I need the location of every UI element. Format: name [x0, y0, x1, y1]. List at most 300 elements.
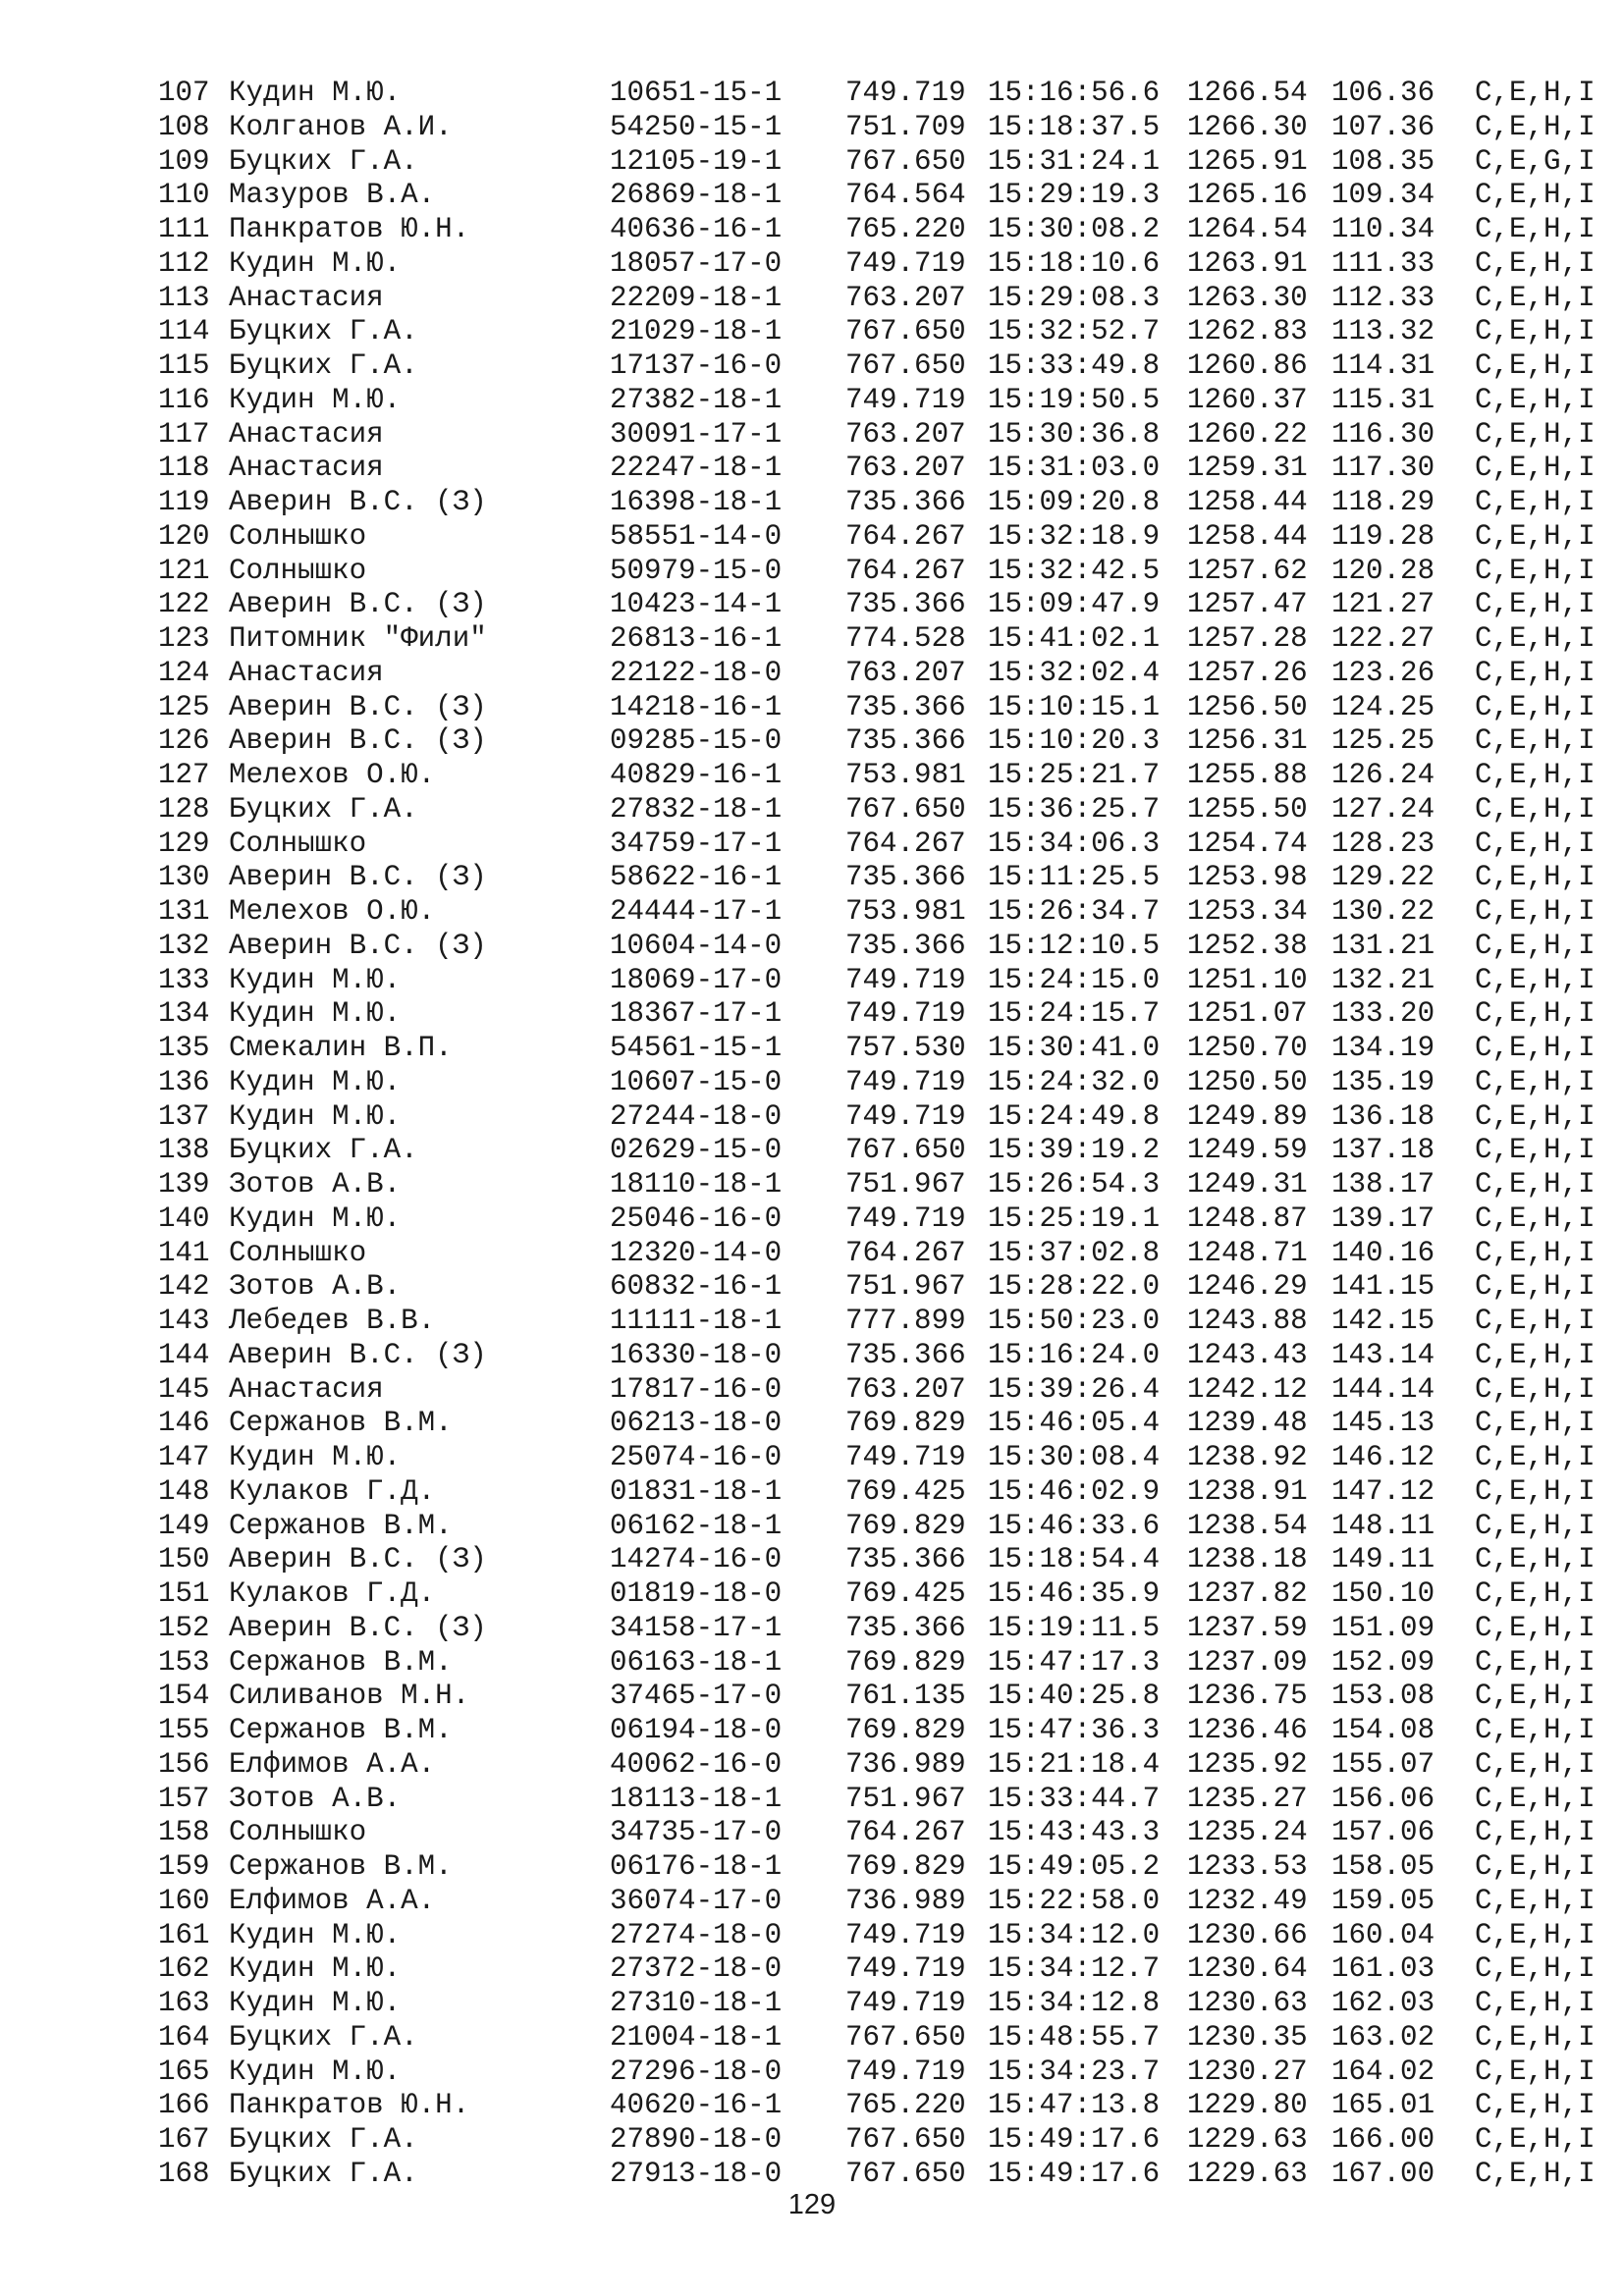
fancier-name-cell: Зотов А.В. [229, 1168, 402, 1201]
speed-cell: 1230.63 [1187, 1987, 1308, 2019]
ring-number-cell: 12105-19-1 [610, 144, 783, 178]
arrival-time-cell: 15:24:15.7 [988, 997, 1161, 1031]
table-row [158, 384, 1601, 418]
fancier-name-cell: Питомник "Фили" [229, 622, 487, 655]
rank-cell: 124 [158, 656, 210, 689]
distance-cell: 764.267 [845, 1816, 966, 1849]
speed-cell: 1237.82 [1187, 1577, 1308, 1610]
table-row [158, 349, 1601, 384]
coefficient-cell: 146.12 [1331, 1441, 1435, 1473]
table-row [158, 1952, 1601, 1987]
fancier-name-cell: Солнышко [229, 1816, 367, 1849]
coefficient-cell: 161.03 [1331, 1952, 1435, 1986]
flags-cell: C,E,H,I [1475, 1134, 1596, 1167]
distance-cell: 749.719 [845, 1201, 966, 1235]
table-row [158, 657, 1601, 691]
coefficient-cell: 113.32 [1331, 315, 1435, 348]
speed-cell: 1237.59 [1187, 1611, 1308, 1644]
fancier-name-cell: Сержанов В.М. [229, 1509, 453, 1542]
fancier-name-cell: Буцких Г.А. [229, 315, 418, 348]
distance-cell: 764.267 [845, 827, 966, 860]
rank-cell: 163 [158, 1987, 210, 2019]
fancier-name-cell: Буцких Г.А. [229, 349, 418, 382]
ring-number-cell: 60832-16-1 [610, 1270, 783, 1304]
table-row [158, 452, 1601, 486]
fancier-name-cell: Кудин М.Ю. [229, 1065, 402, 1098]
flags-cell: C,E,H,I [1475, 213, 1596, 245]
fancier-name-cell: Солнышко [229, 554, 367, 587]
flags-cell: C,E,H,I [1475, 1338, 1596, 1371]
speed-cell: 1266.54 [1187, 77, 1308, 109]
distance-cell: 769.829 [845, 1850, 966, 1883]
fancier-name-cell: Аверин В.С. (З) [229, 1611, 487, 1644]
speed-cell: 1248.71 [1187, 1236, 1308, 1269]
speed-cell: 1259.31 [1187, 452, 1308, 485]
fancier-name-cell: Кудин М.Ю. [229, 77, 402, 109]
rank-cell: 120 [158, 519, 210, 553]
distance-cell: 763.207 [845, 656, 966, 689]
distance-cell: 753.981 [845, 759, 966, 791]
rank-cell: 110 [158, 179, 210, 212]
ring-number-cell: 25074-16-0 [610, 1441, 783, 1473]
flags-cell: C,E,H,I [1475, 1270, 1596, 1304]
distance-cell: 765.220 [845, 213, 966, 245]
ring-number-cell: 18110-18-1 [610, 1168, 783, 1201]
coefficient-cell: 109.34 [1331, 179, 1435, 212]
arrival-time-cell: 15:32:02.4 [988, 656, 1161, 689]
flags-cell: C,E,H,I [1475, 656, 1596, 689]
distance-cell: 763.207 [845, 281, 966, 314]
arrival-time-cell: 15:34:06.3 [988, 827, 1161, 860]
coefficient-cell: 134.19 [1331, 1032, 1435, 1064]
rank-cell: 112 [158, 246, 210, 280]
speed-cell: 1250.50 [1187, 1065, 1308, 1098]
rank-cell: 141 [158, 1236, 210, 1269]
ring-number-cell: 10651-15-1 [610, 77, 783, 109]
ring-number-cell: 37465-17-0 [610, 1680, 783, 1713]
speed-cell: 1230.66 [1187, 1918, 1308, 1951]
fancier-name-cell: Буцких Г.А. [229, 2123, 418, 2156]
arrival-time-cell: 15:33:49.8 [988, 349, 1161, 382]
distance-cell: 769.425 [845, 1577, 966, 1610]
distance-cell: 765.220 [845, 2089, 966, 2122]
coefficient-cell: 126.24 [1331, 759, 1435, 791]
distance-cell: 735.366 [845, 1338, 966, 1371]
arrival-time-cell: 15:22:58.0 [988, 1884, 1161, 1917]
coefficient-cell: 130.22 [1331, 895, 1435, 928]
rank-cell: 165 [158, 2055, 210, 2088]
distance-cell: 735.366 [845, 929, 966, 962]
rank-cell: 151 [158, 1577, 210, 1610]
table-row [158, 213, 1601, 247]
fancier-name-cell: Анастасия [229, 452, 384, 485]
arrival-time-cell: 15:24:49.8 [988, 1099, 1161, 1133]
table-row [158, 282, 1601, 316]
arrival-time-cell: 15:28:22.0 [988, 1270, 1161, 1304]
speed-cell: 1251.07 [1187, 997, 1308, 1031]
table-row [158, 997, 1601, 1032]
coefficient-cell: 128.23 [1331, 827, 1435, 860]
distance-cell: 749.719 [845, 1065, 966, 1098]
flags-cell: C,E,H,I [1475, 759, 1596, 791]
speed-cell: 1257.26 [1187, 656, 1308, 689]
rank-cell: 155 [158, 1714, 210, 1746]
speed-cell: 1237.09 [1187, 1645, 1308, 1679]
distance-cell: 751.967 [845, 1270, 966, 1304]
rank-cell: 152 [158, 1611, 210, 1644]
rank-cell: 166 [158, 2089, 210, 2122]
table-row [158, 1850, 1601, 1885]
flags-cell: C,E,H,I [1475, 724, 1596, 758]
rank-cell: 136 [158, 1065, 210, 1098]
rank-cell: 139 [158, 1168, 210, 1201]
ring-number-cell: 27890-18-0 [610, 2123, 783, 2156]
rank-cell: 123 [158, 622, 210, 655]
fancier-name-cell: Анастасия [229, 417, 384, 451]
flags-cell: C,E,H,I [1475, 1441, 1596, 1473]
rank-cell: 131 [158, 895, 210, 928]
distance-cell: 757.530 [845, 1032, 966, 1064]
flags-cell: C,E,H,I [1475, 315, 1596, 348]
distance-cell: 769.829 [845, 1509, 966, 1542]
distance-cell: 735.366 [845, 861, 966, 894]
fancier-name-cell: Аверин В.С. (З) [229, 929, 487, 962]
arrival-time-cell: 15:46:33.6 [988, 1509, 1161, 1542]
ring-number-cell: 09285-15-0 [610, 724, 783, 758]
fancier-name-cell: Силиванов М.Н. [229, 1680, 470, 1713]
rank-cell: 125 [158, 690, 210, 723]
fancier-name-cell: Буцких Г.А. [229, 144, 418, 178]
speed-cell: 1258.44 [1187, 519, 1308, 553]
table-row [158, 1919, 1601, 1953]
speed-cell: 1256.50 [1187, 690, 1308, 723]
distance-cell: 749.719 [845, 997, 966, 1031]
rank-cell: 150 [158, 1543, 210, 1576]
table-row [158, 895, 1601, 930]
ring-number-cell: 27274-18-0 [610, 1918, 783, 1951]
ring-number-cell: 58622-16-1 [610, 861, 783, 894]
arrival-time-cell: 15:10:15.1 [988, 690, 1161, 723]
fancier-name-cell: Елфимов А.А. [229, 1884, 436, 1917]
coefficient-cell: 144.14 [1331, 1372, 1435, 1406]
ring-number-cell: 21004-18-1 [610, 2020, 783, 2054]
distance-cell: 767.650 [845, 315, 966, 348]
fancier-name-cell: Кудин М.Ю. [229, 246, 402, 280]
fancier-name-cell: Лебедев В.В. [229, 1305, 436, 1337]
table-row [158, 1441, 1601, 1475]
arrival-time-cell: 15:21:18.4 [988, 1747, 1161, 1781]
table-row [158, 1714, 1601, 1748]
flags-cell: C,E,H,I [1475, 929, 1596, 962]
arrival-time-cell: 15:29:08.3 [988, 281, 1161, 314]
distance-cell: 767.650 [845, 1134, 966, 1167]
speed-cell: 1246.29 [1187, 1270, 1308, 1304]
distance-cell: 764.267 [845, 519, 966, 553]
distance-cell: 751.709 [845, 110, 966, 143]
distance-cell: 767.650 [845, 2157, 966, 2190]
ring-number-cell: 36074-17-0 [610, 1884, 783, 1917]
arrival-time-cell: 15:47:17.3 [988, 1645, 1161, 1679]
speed-cell: 1229.63 [1187, 2123, 1308, 2156]
arrival-time-cell: 15:40:25.8 [988, 1680, 1161, 1713]
ring-number-cell: 11111-18-1 [610, 1305, 783, 1337]
distance-cell: 764.564 [845, 179, 966, 212]
coefficient-cell: 106.36 [1331, 77, 1435, 109]
fancier-name-cell: Кудин М.Ю. [229, 1952, 402, 1986]
table-row [158, 1577, 1601, 1612]
flags-cell: C,E,H,I [1475, 1474, 1596, 1508]
speed-cell: 1242.12 [1187, 1372, 1308, 1406]
rank-cell: 135 [158, 1032, 210, 1064]
coefficient-cell: 133.20 [1331, 997, 1435, 1031]
distance-cell: 769.829 [845, 1714, 966, 1746]
table-row [158, 77, 1601, 111]
speed-cell: 1229.80 [1187, 2089, 1308, 2122]
fancier-name-cell: Сержанов В.М. [229, 1850, 453, 1883]
coefficient-cell: 164.02 [1331, 2055, 1435, 2088]
distance-cell: 749.719 [845, 1441, 966, 1473]
flags-cell: C,E,H,I [1475, 554, 1596, 587]
ring-number-cell: 40062-16-0 [610, 1747, 783, 1781]
coefficient-cell: 141.15 [1331, 1270, 1435, 1304]
coefficient-cell: 115.31 [1331, 383, 1435, 416]
coefficient-cell: 137.18 [1331, 1134, 1435, 1167]
ring-number-cell: 14274-16-0 [610, 1543, 783, 1576]
arrival-time-cell: 15:30:41.0 [988, 1032, 1161, 1064]
ring-number-cell: 06194-18-0 [610, 1714, 783, 1746]
ring-number-cell: 18367-17-1 [610, 997, 783, 1031]
ring-number-cell: 22122-18-0 [610, 656, 783, 689]
speed-cell: 1251.10 [1187, 963, 1308, 996]
rank-cell: 127 [158, 759, 210, 791]
speed-cell: 1236.75 [1187, 1680, 1308, 1713]
distance-cell: 767.650 [845, 2020, 966, 2054]
coefficient-cell: 127.24 [1331, 792, 1435, 826]
flags-cell: C,E,H,I [1475, 1236, 1596, 1269]
fancier-name-cell: Зотов А.В. [229, 1782, 402, 1815]
coefficient-cell: 111.33 [1331, 246, 1435, 280]
table-row [158, 759, 1601, 793]
arrival-time-cell: 15:39:19.2 [988, 1134, 1161, 1167]
fancier-name-cell: Панкратов Ю.Н. [229, 213, 470, 245]
distance-cell: 764.267 [845, 554, 966, 587]
coefficient-cell: 151.09 [1331, 1611, 1435, 1644]
arrival-time-cell: 15:47:36.3 [988, 1714, 1161, 1746]
flags-cell: C,E,H,I [1475, 383, 1596, 416]
coefficient-cell: 129.22 [1331, 861, 1435, 894]
coefficient-cell: 154.08 [1331, 1714, 1435, 1746]
fancier-name-cell: Кудин М.Ю. [229, 1987, 402, 2019]
flags-cell: C,E,H,I [1475, 622, 1596, 655]
rank-cell: 116 [158, 383, 210, 416]
table-row [158, 1270, 1601, 1305]
speed-cell: 1230.35 [1187, 2020, 1308, 2054]
rank-cell: 149 [158, 1509, 210, 1542]
speed-cell: 1266.30 [1187, 110, 1308, 143]
arrival-time-cell: 15:11:25.5 [988, 861, 1161, 894]
table-row [158, 691, 1601, 725]
fancier-name-cell: Колганов А.И. [229, 110, 453, 143]
distance-cell: 777.899 [845, 1305, 966, 1337]
speed-cell: 1252.38 [1187, 929, 1308, 962]
speed-cell: 1239.48 [1187, 1407, 1308, 1440]
table-row [158, 1100, 1601, 1135]
fancier-name-cell: Буцких Г.А. [229, 792, 418, 826]
fancier-name-cell: Солнышко [229, 519, 367, 553]
speed-cell: 1253.34 [1187, 895, 1308, 928]
coefficient-cell: 153.08 [1331, 1680, 1435, 1713]
rank-cell: 108 [158, 110, 210, 143]
rank-cell: 168 [158, 2157, 210, 2190]
distance-cell: 751.967 [845, 1168, 966, 1201]
speed-cell: 1232.49 [1187, 1884, 1308, 1917]
distance-cell: 749.719 [845, 1952, 966, 1986]
ring-number-cell: 54561-15-1 [610, 1032, 783, 1064]
fancier-name-cell: Мелехов О.Ю. [229, 759, 436, 791]
coefficient-cell: 155.07 [1331, 1747, 1435, 1781]
speed-cell: 1255.50 [1187, 792, 1308, 826]
coefficient-cell: 135.19 [1331, 1065, 1435, 1098]
ring-number-cell: 18057-17-0 [610, 246, 783, 280]
fancier-name-cell: Буцких Г.А. [229, 1134, 418, 1167]
speed-cell: 1258.44 [1187, 486, 1308, 518]
distance-cell: 763.207 [845, 417, 966, 451]
fancier-name-cell: Кулаков Г.Д. [229, 1577, 436, 1610]
table-row [158, 1202, 1601, 1237]
rank-cell: 160 [158, 1884, 210, 1917]
arrival-time-cell: 15:48:55.7 [988, 2020, 1161, 2054]
rank-cell: 143 [158, 1305, 210, 1337]
table-row [158, 1783, 1601, 1817]
flags-cell: C,E,H,I [1475, 1782, 1596, 1815]
coefficient-cell: 149.11 [1331, 1543, 1435, 1576]
ring-number-cell: 40829-16-1 [610, 759, 783, 791]
distance-cell: 749.719 [845, 1987, 966, 2019]
ring-number-cell: 34735-17-0 [610, 1816, 783, 1849]
flags-cell: C,E,H,I [1475, 1407, 1596, 1440]
flags-cell: C,E,H,I [1475, 792, 1596, 826]
speed-cell: 1263.30 [1187, 281, 1308, 314]
ring-number-cell: 27832-18-1 [610, 792, 783, 826]
arrival-time-cell: 15:49:17.6 [988, 2123, 1161, 2156]
rank-cell: 115 [158, 349, 210, 382]
fancier-name-cell: Солнышко [229, 827, 367, 860]
arrival-time-cell: 15:25:21.7 [988, 759, 1161, 791]
rank-cell: 118 [158, 452, 210, 485]
arrival-time-cell: 15:34:12.0 [988, 1918, 1161, 1951]
table-row [158, 520, 1601, 555]
fancier-name-cell: Кудин М.Ю. [229, 2055, 402, 2088]
distance-cell: 764.267 [845, 1236, 966, 1269]
rank-cell: 132 [158, 929, 210, 962]
flags-cell: C,E,H,I [1475, 1577, 1596, 1610]
ring-number-cell: 40636-16-1 [610, 213, 783, 245]
ring-number-cell: 06213-18-0 [610, 1407, 783, 1440]
arrival-time-cell: 15:19:11.5 [988, 1611, 1161, 1644]
fancier-name-cell: Сержанов В.М. [229, 1407, 453, 1440]
arrival-time-cell: 15:18:10.6 [988, 246, 1161, 280]
speed-cell: 1229.63 [1187, 2157, 1308, 2190]
table-row [158, 1475, 1601, 1510]
fancier-name-cell: Зотов А.В. [229, 1270, 402, 1304]
ring-number-cell: 50979-15-0 [610, 554, 783, 587]
rank-cell: 109 [158, 144, 210, 178]
coefficient-cell: 122.27 [1331, 622, 1435, 655]
ring-number-cell: 27310-18-1 [610, 1987, 783, 2019]
fancier-name-cell: Кудин М.Ю. [229, 1918, 402, 1951]
ring-number-cell: 01831-18-1 [610, 1474, 783, 1508]
arrival-time-cell: 15:41:02.1 [988, 622, 1161, 655]
distance-cell: 749.719 [845, 1099, 966, 1133]
fancier-name-cell: Кудин М.Ю. [229, 1201, 402, 1235]
coefficient-cell: 158.05 [1331, 1850, 1435, 1883]
ring-number-cell: 22247-18-1 [610, 452, 783, 485]
table-row [158, 1543, 1601, 1577]
rank-cell: 119 [158, 486, 210, 518]
rank-cell: 146 [158, 1407, 210, 1440]
flags-cell: C,E,H,I [1475, 690, 1596, 723]
rank-cell: 162 [158, 1952, 210, 1986]
distance-cell: 735.366 [845, 588, 966, 621]
distance-cell: 749.719 [845, 963, 966, 996]
arrival-time-cell: 15:25:19.1 [988, 1201, 1161, 1235]
table-row [158, 1237, 1601, 1271]
rank-cell: 107 [158, 77, 210, 109]
arrival-time-cell: 15:36:25.7 [988, 792, 1161, 826]
table-row [158, 1305, 1601, 1339]
fancier-name-cell: Анастасия [229, 656, 384, 689]
ring-number-cell: 27382-18-1 [610, 383, 783, 416]
rank-cell: 167 [158, 2123, 210, 2156]
speed-cell: 1265.16 [1187, 179, 1308, 212]
speed-cell: 1257.47 [1187, 588, 1308, 621]
speed-cell: 1256.31 [1187, 724, 1308, 758]
speed-cell: 1243.43 [1187, 1338, 1308, 1371]
distance-cell: 736.989 [845, 1747, 966, 1781]
speed-cell: 1250.70 [1187, 1032, 1308, 1064]
coefficient-cell: 143.14 [1331, 1338, 1435, 1371]
flags-cell: C,E,H,I [1475, 1372, 1596, 1406]
arrival-time-cell: 15:16:56.6 [988, 77, 1161, 109]
speed-cell: 1255.88 [1187, 759, 1308, 791]
table-row [158, 2056, 1601, 2090]
coefficient-cell: 150.10 [1331, 1577, 1435, 1610]
fancier-name-cell: Кудин М.Ю. [229, 1099, 402, 1133]
distance-cell: 735.366 [845, 486, 966, 518]
flags-cell: C,E,H,I [1475, 1816, 1596, 1849]
coefficient-cell: 110.34 [1331, 213, 1435, 245]
coefficient-cell: 112.33 [1331, 281, 1435, 314]
distance-cell: 763.207 [845, 1372, 966, 1406]
fancier-name-cell: Кудин М.Ю. [229, 997, 402, 1031]
coefficient-cell: 138.17 [1331, 1168, 1435, 1201]
page-number: 129 [787, 2189, 837, 2220]
flags-cell: C,E,H,I [1475, 1543, 1596, 1576]
flags-cell: C,E,H,I [1475, 1680, 1596, 1713]
fancier-name-cell: Аверин В.С. (З) [229, 861, 487, 894]
speed-cell: 1253.98 [1187, 861, 1308, 894]
coefficient-cell: 121.27 [1331, 588, 1435, 621]
arrival-time-cell: 15:34:23.7 [988, 2055, 1161, 2088]
ring-number-cell: 34759-17-1 [610, 827, 783, 860]
fancier-name-cell: Кулаков Г.Д. [229, 1474, 436, 1508]
distance-cell: 767.650 [845, 2123, 966, 2156]
fancier-name-cell: Солнышко [229, 1236, 367, 1269]
fancier-name-cell: Сержанов В.М. [229, 1645, 453, 1679]
fancier-name-cell: Смекалин В.П. [229, 1032, 453, 1064]
distance-cell: 749.719 [845, 2055, 966, 2088]
arrival-time-cell: 15:31:24.1 [988, 144, 1161, 178]
